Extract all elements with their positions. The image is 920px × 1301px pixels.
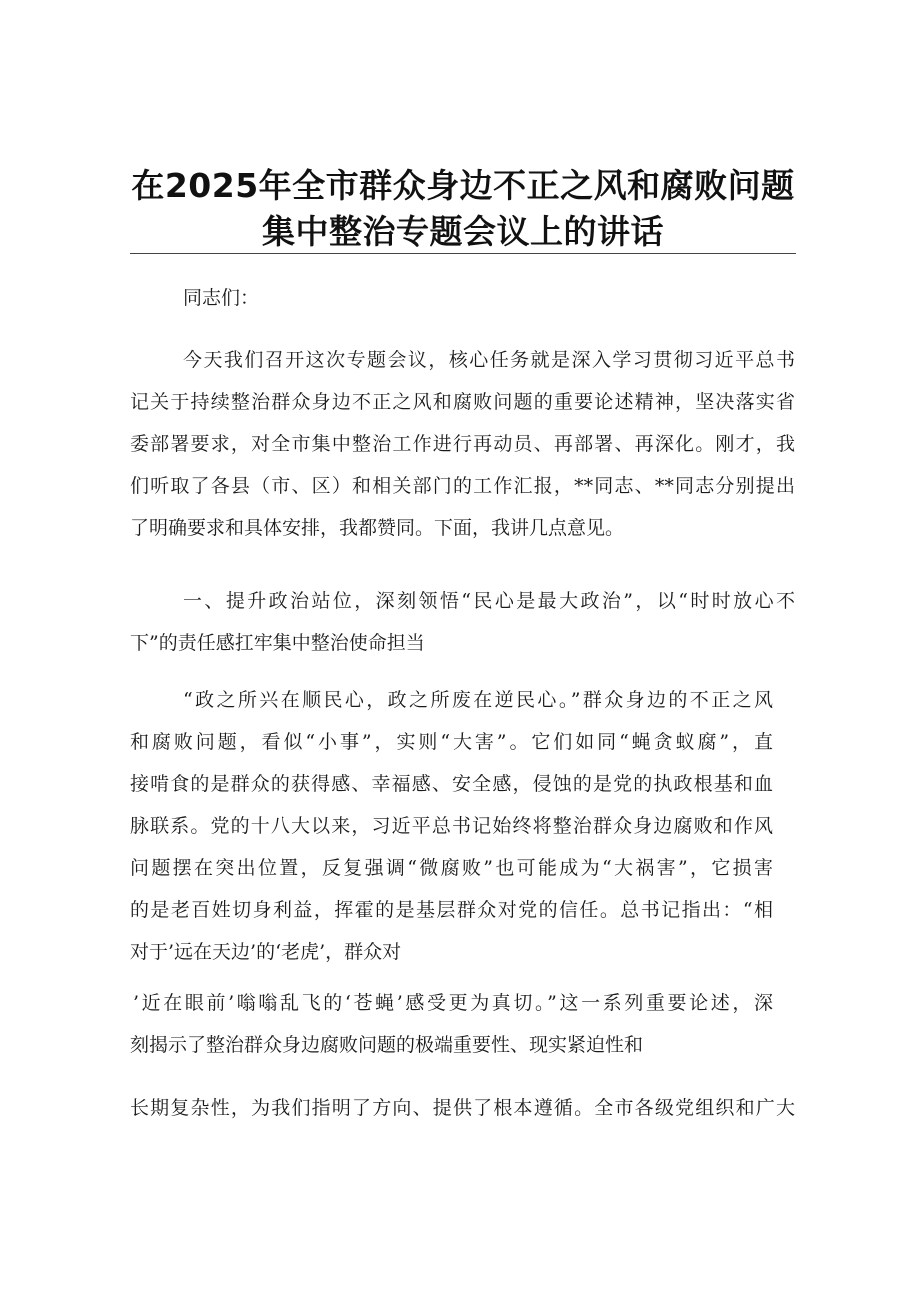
paragraph-4-line-1: ’近在眼前’嗡嗡乱飞的‘苍蝇’感受更为真切。”这一系列重要论述，深 [133, 992, 773, 1014]
paragraph-3-line-6: 的是老百姓切身利益，挥霍的是基层群众对党的信任。总书记指出：“相 [130, 899, 773, 921]
paragraph-4-line-2: 刻揭示了整治群众身边腐败问题的极端重要性、现实紧迫性和 [130, 1034, 644, 1056]
title-underline [130, 253, 796, 254]
paragraph-3-line-4: 脉联系。党的十八大以来，习近平总书记始终将整治群众身边腐败和作风 [130, 815, 773, 837]
paragraph-1-line-1: 今天我们召开这次专题会议，核心任务就是深入学习贯彻习近平总书 [183, 349, 795, 371]
paragraph-3-line-1: “政之所兴在顺民心，政之所废在逆民心。”群众身边的不正之风 [183, 689, 773, 711]
salutation: 同志们： [183, 287, 260, 309]
paragraph-3-line-7: 对于’远在天边’的‘老虎’，群众对 [130, 941, 402, 963]
document-title-line-1: 在2025年全市群众身边不正之风和腐败问题 [131, 166, 795, 205]
document-title-line-2: 集中整治专题会议上的讲话 [262, 212, 664, 251]
paragraph-1-line-3: 委部署要求，对全市集中整治工作进行再动员、再部署、再深化。刚才，我 [130, 433, 795, 455]
paragraph-3-line-2: 和腐败问题，看似“小事”，实则“大害”。它们如同“蝇贪蚁腐”，直 [130, 731, 773, 753]
paragraph-3-line-5: 问题摆在突出位置，反复强调“微腐败”也可能成为“大祸害”，它损害 [130, 857, 773, 879]
paragraph-1-line-5: 了明确要求和具体安排，我都赞同。下面，我讲几点意见。 [130, 517, 625, 539]
section-1-heading-line-2: 下”的责任感扛牢集中整治使命担当 [130, 632, 425, 654]
paragraph-1-line-4: 们听取了各县（市、区）和相关部门的工作汇报，**同志、**同志分别提出 [130, 475, 795, 497]
section-1-heading-line-1: 一、提升政治站位，深刻领悟“民心是最大政治”，以“时时放心不 [183, 590, 795, 612]
paragraph-1-line-2: 记关于持续整治群众身边不正之风和腐败问题的重要论述精神，坚决落实省 [130, 391, 795, 413]
paragraph-5-line-1: 长期复杂性，为我们指明了方向、提供了根本遵循。全市各级党组织和广大 [130, 1097, 795, 1119]
paragraph-3-line-3: 接啃食的是群众的获得感、幸福感、安全感，侵蚀的是党的执政根基和血 [130, 773, 773, 795]
